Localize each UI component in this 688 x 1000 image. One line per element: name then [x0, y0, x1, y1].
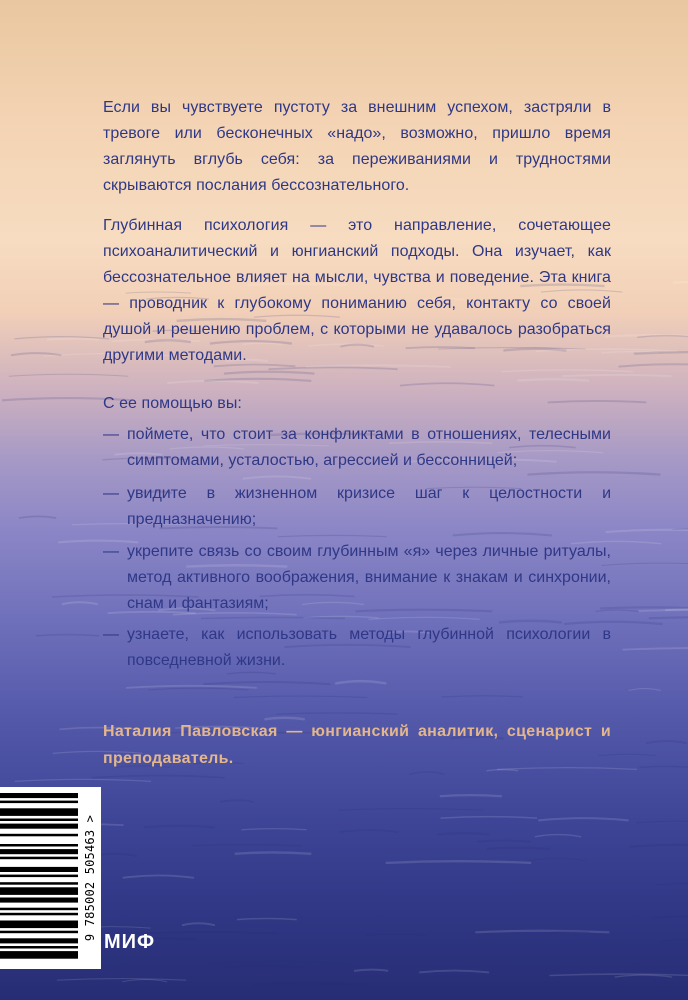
wave-ripple	[629, 689, 661, 691]
barcode-bar	[0, 908, 78, 911]
barcode-bar	[0, 824, 78, 829]
wave-ripple	[501, 370, 633, 372]
wave-ripple	[639, 610, 688, 611]
wave-ripple	[122, 980, 167, 982]
wave-ripple	[649, 617, 688, 618]
author-bio: Наталия Павловская — юнгианский аналитик, сценарист и преподаватель.	[103, 723, 611, 767]
wave-ripple	[335, 681, 386, 683]
benefit-list-item	[103, 422, 611, 474]
wave-ripple	[368, 617, 479, 619]
wave-ripple	[652, 916, 688, 918]
wave-ripple	[220, 800, 253, 802]
wave-ripple	[656, 883, 688, 885]
wave-ripple	[629, 845, 688, 847]
barcode-bar	[0, 793, 78, 798]
benefit-list-item	[103, 622, 611, 674]
barcode-bar	[0, 801, 78, 804]
wave-ripple	[123, 875, 194, 877]
wave-ripple	[442, 696, 524, 697]
wave-ripple	[619, 364, 688, 366]
wave-ripple	[144, 826, 215, 828]
wave-ripple	[409, 772, 444, 774]
benefit-list-item	[103, 539, 611, 617]
barcode-bar	[0, 867, 78, 872]
benefit-text: увидите в жизненном кризисе шаг к целостности и предназначению;	[127, 485, 611, 528]
wave-ripple	[646, 741, 687, 743]
wave-ripple	[203, 682, 330, 684]
wave-ripple	[224, 372, 315, 374]
wave-ripple	[659, 940, 688, 942]
wave-ripple	[167, 381, 258, 383]
wave-ripple	[623, 648, 688, 650]
wave-ripple	[235, 852, 312, 853]
wave-ripple	[243, 476, 312, 478]
wave-ripple	[241, 829, 306, 830]
wave-ripple	[475, 931, 609, 933]
barcode-bar	[0, 931, 78, 934]
wave-ripple	[528, 858, 586, 860]
barcode-bar	[0, 857, 78, 860]
barcode-bar	[0, 898, 78, 903]
wave-ripple	[606, 530, 688, 532]
list-intro: С ее помощью вы:	[103, 395, 242, 412]
wave-ripple	[673, 281, 688, 282]
wave-ripple	[550, 974, 688, 975]
dash-bullet: —	[103, 485, 119, 502]
barcode-bar	[0, 951, 78, 959]
wave-ripple	[562, 375, 672, 376]
wave-ripple	[419, 971, 489, 973]
wave-ripple	[224, 966, 307, 968]
barcode-bar	[0, 946, 78, 949]
barcode-bar	[0, 849, 78, 854]
publisher-logo: МИФ	[104, 931, 156, 953]
wave-ripple	[354, 970, 388, 971]
wave-ripple	[148, 688, 248, 690]
wave-ripple	[62, 602, 98, 604]
wave-ripple	[19, 516, 56, 518]
benefit-text: поймете, что стоит за конфликтами в отношениях, телесными симптомами, усталостью, агрессией и бессонницей;	[127, 426, 611, 469]
dash-bullet: —	[103, 543, 119, 560]
wave-ripple	[9, 374, 129, 376]
wave-ripple	[92, 776, 225, 778]
barcode-bar	[0, 921, 78, 929]
wave-ripple	[136, 932, 278, 934]
wave-ripple	[278, 535, 387, 536]
wave-ripple	[487, 848, 550, 849]
isbn-number: 9 785002 505463 >	[83, 814, 97, 942]
barcode-bar	[0, 938, 78, 943]
description-paragraph-1: Если вы чувствуете пустоту за внешним успехом, застряли в тревоге или бесконечных «надо», возможно, пришло время заглянуть вглубь себя: за переживаниями и трудностями скрываются послания бессознательного.	[103, 99, 611, 194]
wave-ripple	[253, 983, 370, 985]
wave-ripple	[386, 861, 531, 863]
wave-ripple	[234, 696, 367, 697]
dash-bullet: —	[103, 426, 119, 443]
wave-ripple	[201, 617, 345, 618]
barcode-bar	[0, 834, 78, 837]
barcode-bar	[0, 808, 78, 816]
barcode-bar	[0, 819, 78, 822]
wave-ripple	[126, 686, 257, 688]
wave-ripple	[437, 833, 490, 834]
wave-ripple	[477, 840, 531, 841]
wave-ripple	[639, 766, 688, 767]
wave-ripple	[637, 336, 688, 338]
wave-ripple	[636, 821, 688, 823]
barcode-bar	[0, 887, 78, 895]
barcode-bar	[0, 882, 78, 885]
wave-ripple	[15, 779, 151, 781]
wave-ripple	[209, 961, 345, 963]
barcode-bar	[0, 913, 78, 916]
wave-ripple	[318, 984, 350, 986]
wave-ripple	[517, 379, 589, 380]
benefit-text: укрепите связь со своим глубинным «я» через личные ритуалы, метод активного воображения, внимание к знакам и синхронии, снам и фантазиям;	[127, 543, 611, 612]
wave-ripple	[47, 339, 99, 340]
wave-ripple	[182, 923, 215, 925]
wave-ripple	[57, 979, 186, 981]
wave-ripple	[237, 919, 297, 920]
wave-ripple	[538, 818, 628, 820]
wave-ripple	[602, 563, 688, 565]
wave-ripple	[551, 931, 589, 932]
wave-ripple	[36, 635, 100, 636]
wave-ripple	[338, 809, 482, 811]
benefit-list-item	[103, 481, 611, 533]
wave-ripple	[600, 607, 688, 608]
wave-ripple	[535, 835, 581, 837]
barcode-bar	[0, 875, 78, 878]
dash-bullet: —	[103, 626, 119, 643]
wave-ripple	[634, 352, 688, 354]
barcode-bar	[0, 844, 78, 847]
description-paragraph-2: Глубинная психология — это направление, сочетающее психоаналитический и юнгианский подходы. Она изучает, как бессознательное влияет на мысли, чувства и поведение. Эта книга — проводник к глубокому пониманию себя, контакту со своей душой и решению проблем, с которыми не удавалось разобраться другими методами.	[103, 217, 611, 364]
wave-ripple	[400, 383, 494, 385]
wave-ripple	[276, 713, 397, 714]
benefit-text: узнаете, как использовать методы глубинной психологии в повседневной жизни.	[127, 626, 611, 669]
wave-ripple	[339, 830, 398, 832]
wave-ripple	[441, 817, 538, 818]
wave-ripple	[440, 795, 502, 796]
wave-ripple	[192, 845, 302, 846]
wave-ripple	[615, 975, 672, 977]
wave-ripple	[365, 934, 425, 935]
wave-ripple	[453, 533, 552, 535]
